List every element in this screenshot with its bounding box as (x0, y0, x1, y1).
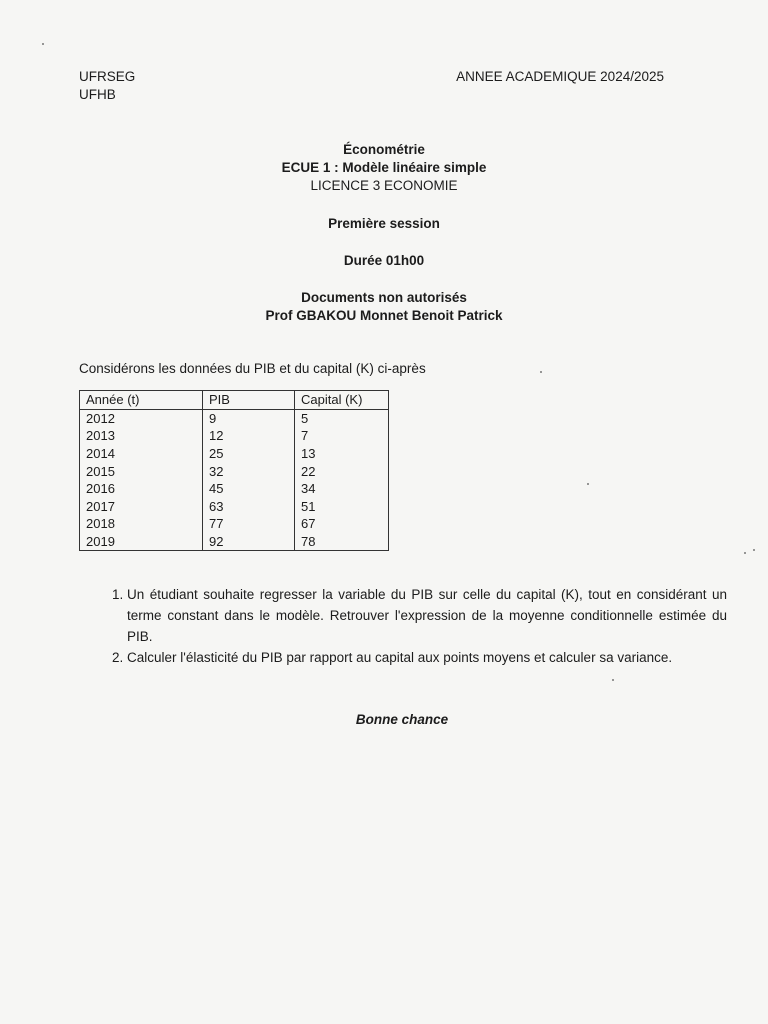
cell-year: 2012 (80, 409, 203, 427)
question-item: 1. Un étudiant souhaite regresser la variable du PIB sur celle du capital (K), tout en considérant un terme constant dans le modèle. Retrouver l'expression de la moyenne conditionnelle estimée du PIB. (127, 584, 727, 647)
intro-text: Considérons les données du PIB et du capital (K) ci-après (79, 361, 426, 376)
cell-capital: 7 (295, 427, 389, 445)
cell-year: 2016 (80, 480, 203, 498)
cell-pib: 9 (203, 409, 295, 427)
cell-capital: 5 (295, 409, 389, 427)
table-row (80, 480, 389, 498)
cell-year: 2013 (80, 427, 203, 445)
title-block (0, 141, 768, 195)
cell-year: 2019 (80, 533, 203, 551)
scan-speck (753, 549, 755, 551)
table-header-row (80, 391, 389, 410)
cell-year: 2015 (80, 462, 203, 480)
professor-name: Prof GBAKOU Monnet Benoit Patrick (265, 308, 503, 323)
column-header-pib: PIB (203, 391, 295, 410)
scan-speck (744, 552, 746, 554)
cell-capital: 13 (295, 445, 389, 463)
cell-capital: 51 (295, 498, 389, 516)
cell-pib: 12 (203, 427, 295, 445)
cell-capital: 34 (295, 480, 389, 498)
cell-capital: 22 (295, 462, 389, 480)
scan-speck (587, 483, 589, 485)
column-header-year: Année (t) (80, 391, 203, 410)
cell-pib: 77 (203, 515, 295, 533)
cell-pib: 25 (203, 445, 295, 463)
table-row (80, 427, 389, 445)
subject-title: Économétrie (343, 142, 425, 157)
cell-capital: 78 (295, 533, 389, 551)
institution-ufhb: UFHB (79, 87, 116, 102)
table-row (80, 533, 389, 551)
table-row (80, 515, 389, 533)
duration-title: Durée 01h00 (343, 253, 425, 268)
cell-pib: 32 (203, 462, 295, 480)
data-table (79, 390, 389, 551)
scan-speck (540, 371, 542, 373)
closing-text: Bonne chance (355, 712, 449, 727)
scan-speck (612, 679, 614, 681)
column-header-capital: Capital (K) (295, 391, 389, 410)
academic-year: ANNEE ACADEMIQUE 2024/2025 (456, 69, 664, 84)
cell-pib: 92 (203, 533, 295, 551)
question-item: 2. Calculer l'élasticité du PIB par rapport au capital aux points moyens et calculer sa variance. (127, 647, 727, 668)
cell-capital: 67 (295, 515, 389, 533)
documents-note: Documents non autorisés (301, 290, 467, 305)
table-row (80, 462, 389, 480)
institution-block (79, 68, 135, 104)
cell-year: 2017 (80, 498, 203, 516)
session-title: Première session (328, 216, 440, 231)
institution-ufrseg: UFRSEG (79, 69, 136, 84)
cell-pib: 45 (203, 480, 295, 498)
table-row (80, 445, 389, 463)
ecue-title: ECUE 1 : Modèle linéaire simple (281, 160, 487, 175)
scan-speck (42, 43, 44, 45)
questions-list (79, 584, 727, 668)
table-row (80, 409, 389, 427)
cell-year: 2018 (80, 515, 203, 533)
level-title: LICENCE 3 ECONOMIE (310, 178, 458, 193)
cell-pib: 63 (203, 498, 295, 516)
cell-year: 2014 (80, 445, 203, 463)
table-row (80, 498, 389, 516)
